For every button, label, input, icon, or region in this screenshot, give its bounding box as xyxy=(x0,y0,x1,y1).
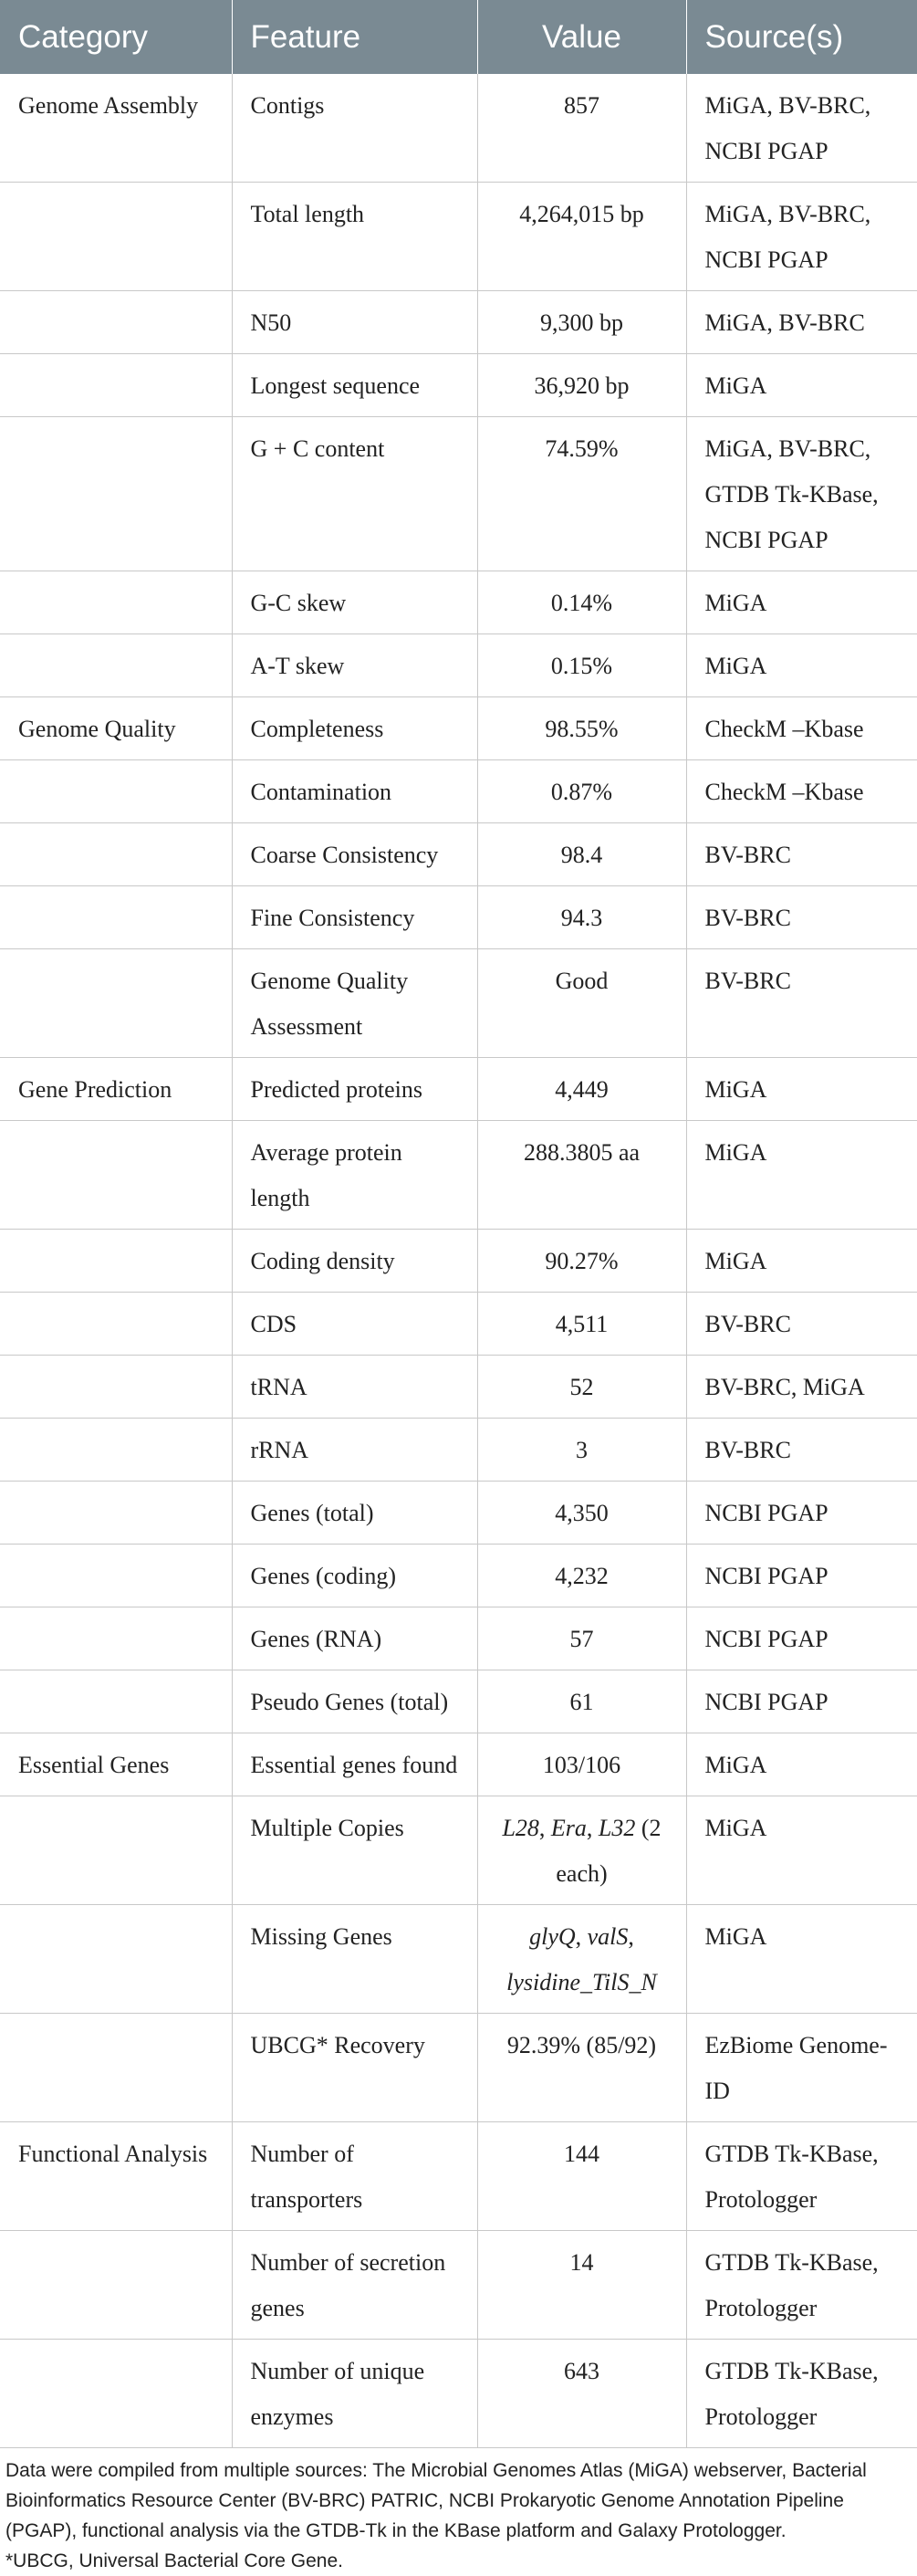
cell-source: MiGA xyxy=(686,571,917,634)
cell-source: BV-BRC xyxy=(686,949,917,1058)
table-row xyxy=(0,1058,917,1121)
cell-category xyxy=(0,417,232,571)
table-row xyxy=(0,1230,917,1293)
footnote-note: Data were compiled from multiple sources: The Microbial Genomes Atlas (MiGA) webserver, Bacterial Bioinformatics Resource Center (BV-BRC) PATRIC, NCBI Prokaryotic Genome Annotation Pipeline (PGAP), functional analysis via the GTDB-Tk in the KBase platform and Galaxy Protologger. xyxy=(5,2460,867,2541)
cell-feature: Number of secretion genes xyxy=(232,2231,477,2340)
cell-feature: tRNA xyxy=(232,1356,477,1419)
cell-category xyxy=(0,823,232,886)
value-part: lysidine_TilS_N xyxy=(506,1969,657,1995)
cell-value xyxy=(477,1796,686,1905)
cell-value xyxy=(477,1905,686,2014)
table-row xyxy=(0,1545,917,1607)
cell-category xyxy=(0,1482,232,1545)
cell-value: 9,300 bp xyxy=(477,291,686,354)
table-row xyxy=(0,2231,917,2340)
cell-category xyxy=(0,1356,232,1419)
value-part: Era xyxy=(550,1815,587,1841)
table-row xyxy=(0,2014,917,2122)
cell-feature: Pseudo Genes (total) xyxy=(232,1670,477,1733)
cell-value: 4,449 xyxy=(477,1058,686,1121)
table-body xyxy=(0,74,917,2448)
cell-category: Essential Genes xyxy=(0,1733,232,1796)
cell-category xyxy=(0,2231,232,2340)
cell-value: 4,350 xyxy=(477,1482,686,1545)
cell-feature: N50 xyxy=(232,291,477,354)
cell-value: 90.27% xyxy=(477,1230,686,1293)
cell-feature: Contamination xyxy=(232,760,477,823)
cell-value: 36,920 bp xyxy=(477,354,686,417)
cell-feature: Fine Consistency xyxy=(232,886,477,949)
header-feature: Feature xyxy=(232,0,477,74)
cell-source: MiGA xyxy=(686,1230,917,1293)
cell-source: NCBI PGAP xyxy=(686,1482,917,1545)
cell-feature: Genes (coding) xyxy=(232,1545,477,1607)
table-row xyxy=(0,697,917,760)
cell-value: 74.59% xyxy=(477,417,686,571)
cell-source: MiGA, BV-BRC, NCBI PGAP xyxy=(686,74,917,183)
cell-source: GTDB Tk-KBase, Protologger xyxy=(686,2122,917,2231)
table-row xyxy=(0,1796,917,1905)
cell-category xyxy=(0,1121,232,1230)
cell-source: NCBI PGAP xyxy=(686,1670,917,1733)
cell-value: 3 xyxy=(477,1419,686,1482)
cell-category xyxy=(0,2340,232,2448)
cell-category xyxy=(0,886,232,949)
cell-feature: G-C skew xyxy=(232,571,477,634)
cell-feature: Predicted proteins xyxy=(232,1058,477,1121)
cell-category xyxy=(0,760,232,823)
cell-source: MiGA xyxy=(686,354,917,417)
cell-value: 4,511 xyxy=(477,1293,686,1356)
table-row xyxy=(0,2122,917,2231)
header-value: Value xyxy=(477,0,686,74)
cell-value: 0.15% xyxy=(477,634,686,697)
cell-category xyxy=(0,183,232,291)
table-row xyxy=(0,1905,917,2014)
table-row xyxy=(0,1733,917,1796)
value-part: glyQ xyxy=(529,1923,576,1950)
table-row xyxy=(0,417,917,571)
header-category: Category xyxy=(0,0,232,74)
footnote-abbreviation: *UBCG, Universal Bacterial Core Gene. xyxy=(5,2550,343,2571)
cell-value: 144 xyxy=(477,2122,686,2231)
table-row xyxy=(0,354,917,417)
cell-category: Gene Prediction xyxy=(0,1058,232,1121)
value-part: , xyxy=(628,1923,634,1950)
cell-source: MiGA, BV-BRC, NCBI PGAP xyxy=(686,183,917,291)
table-row xyxy=(0,634,917,697)
cell-category: Genome Assembly xyxy=(0,74,232,183)
cell-source: BV-BRC, MiGA xyxy=(686,1356,917,1419)
cell-value: 643 xyxy=(477,2340,686,2448)
cell-feature: Completeness xyxy=(232,697,477,760)
cell-source: MiGA xyxy=(686,1058,917,1121)
table-row xyxy=(0,183,917,291)
cell-feature: Missing Genes xyxy=(232,1905,477,2014)
cell-feature: A-T skew xyxy=(232,634,477,697)
cell-value: 857 xyxy=(477,74,686,183)
cell-feature: CDS xyxy=(232,1293,477,1356)
table-row xyxy=(0,760,917,823)
cell-feature: Essential genes found xyxy=(232,1733,477,1796)
cell-feature: UBCG* Recovery xyxy=(232,2014,477,2122)
cell-category xyxy=(0,571,232,634)
cell-category xyxy=(0,1905,232,2014)
cell-feature: Genome Quality Assessment xyxy=(232,949,477,1058)
cell-feature: Longest sequence xyxy=(232,354,477,417)
value-part: L28 xyxy=(502,1815,539,1841)
cell-source: EzBiome Genome-ID xyxy=(686,2014,917,2122)
cell-source: BV-BRC xyxy=(686,823,917,886)
cell-value: 4,264,015 bp xyxy=(477,183,686,291)
cell-value: 14 xyxy=(477,2231,686,2340)
value-part: , xyxy=(538,1815,551,1841)
table-row xyxy=(0,949,917,1058)
cell-category: Functional Analysis xyxy=(0,2122,232,2231)
cell-value: Good xyxy=(477,949,686,1058)
cell-value: 98.55% xyxy=(477,697,686,760)
cell-source: CheckM –Kbase xyxy=(686,760,917,823)
cell-category xyxy=(0,2014,232,2122)
cell-feature: Contigs xyxy=(232,74,477,183)
cell-feature: G + C content xyxy=(232,417,477,571)
cell-feature: Total length xyxy=(232,183,477,291)
value-part: (2 each) xyxy=(556,1815,662,1887)
table-row xyxy=(0,1482,917,1545)
table-row xyxy=(0,2340,917,2448)
cell-feature: Number of transporters xyxy=(232,2122,477,2231)
table-row xyxy=(0,74,917,183)
cell-category xyxy=(0,1419,232,1482)
cell-feature: rRNA xyxy=(232,1419,477,1482)
cell-feature: Average protein length xyxy=(232,1121,477,1230)
table-row xyxy=(0,1121,917,1230)
cell-feature: Coding density xyxy=(232,1230,477,1293)
cell-category: Genome Quality xyxy=(0,697,232,760)
value-part: , xyxy=(575,1923,588,1950)
cell-value: 94.3 xyxy=(477,886,686,949)
cell-feature: Number of unique enzymes xyxy=(232,2340,477,2448)
cell-category xyxy=(0,1670,232,1733)
table-row xyxy=(0,291,917,354)
cell-source: MiGA, BV-BRC xyxy=(686,291,917,354)
table-row xyxy=(0,823,917,886)
cell-category xyxy=(0,949,232,1058)
table-row xyxy=(0,1356,917,1419)
value-part: , xyxy=(586,1815,599,1841)
cell-value: 4,232 xyxy=(477,1545,686,1607)
cell-value: 0.14% xyxy=(477,571,686,634)
cell-value: 57 xyxy=(477,1607,686,1670)
cell-source: BV-BRC xyxy=(686,886,917,949)
cell-source: CheckM –Kbase xyxy=(686,697,917,760)
cell-value: 103/106 xyxy=(477,1733,686,1796)
cell-source: GTDB Tk-KBase, Protologger xyxy=(686,2340,917,2448)
cell-feature: Genes (RNA) xyxy=(232,1607,477,1670)
cell-source: MiGA xyxy=(686,1905,917,2014)
value-part: valS xyxy=(587,1923,629,1950)
cell-category xyxy=(0,1796,232,1905)
cell-category xyxy=(0,1545,232,1607)
cell-value: 52 xyxy=(477,1356,686,1419)
value-part: L32 xyxy=(598,1815,636,1841)
cell-category xyxy=(0,634,232,697)
cell-value: 0.87% xyxy=(477,760,686,823)
cell-category xyxy=(0,1607,232,1670)
cell-value: 288.3805 aa xyxy=(477,1121,686,1230)
cell-feature: Genes (total) xyxy=(232,1482,477,1545)
table-row xyxy=(0,1607,917,1670)
cell-category xyxy=(0,291,232,354)
cell-source: MiGA xyxy=(686,1796,917,1905)
cell-source: MiGA, BV-BRC, GTDB Tk-KBase, NCBI PGAP xyxy=(686,417,917,571)
cell-source: MiGA xyxy=(686,634,917,697)
table-row xyxy=(0,886,917,949)
cell-category xyxy=(0,354,232,417)
cell-feature: Coarse Consistency xyxy=(232,823,477,886)
cell-value: 98.4 xyxy=(477,823,686,886)
cell-value: 92.39% (85/92) xyxy=(477,2014,686,2122)
table-row xyxy=(0,1293,917,1356)
cell-source: NCBI PGAP xyxy=(686,1545,917,1607)
table-row xyxy=(0,1670,917,1733)
table-footnote xyxy=(0,2448,917,2576)
cell-source: NCBI PGAP xyxy=(686,1607,917,1670)
cell-source: BV-BRC xyxy=(686,1293,917,1356)
cell-source: GTDB Tk-KBase, Protologger xyxy=(686,2231,917,2340)
cell-source: MiGA xyxy=(686,1733,917,1796)
cell-feature: Multiple Copies xyxy=(232,1796,477,1905)
cell-source: BV-BRC xyxy=(686,1419,917,1482)
table-row xyxy=(0,571,917,634)
cell-value: 61 xyxy=(477,1670,686,1733)
table-row xyxy=(0,1419,917,1482)
cell-source: MiGA xyxy=(686,1121,917,1230)
table-header-row xyxy=(0,0,917,74)
cell-category xyxy=(0,1230,232,1293)
cell-category xyxy=(0,1293,232,1356)
header-sources: Source(s) xyxy=(686,0,917,74)
